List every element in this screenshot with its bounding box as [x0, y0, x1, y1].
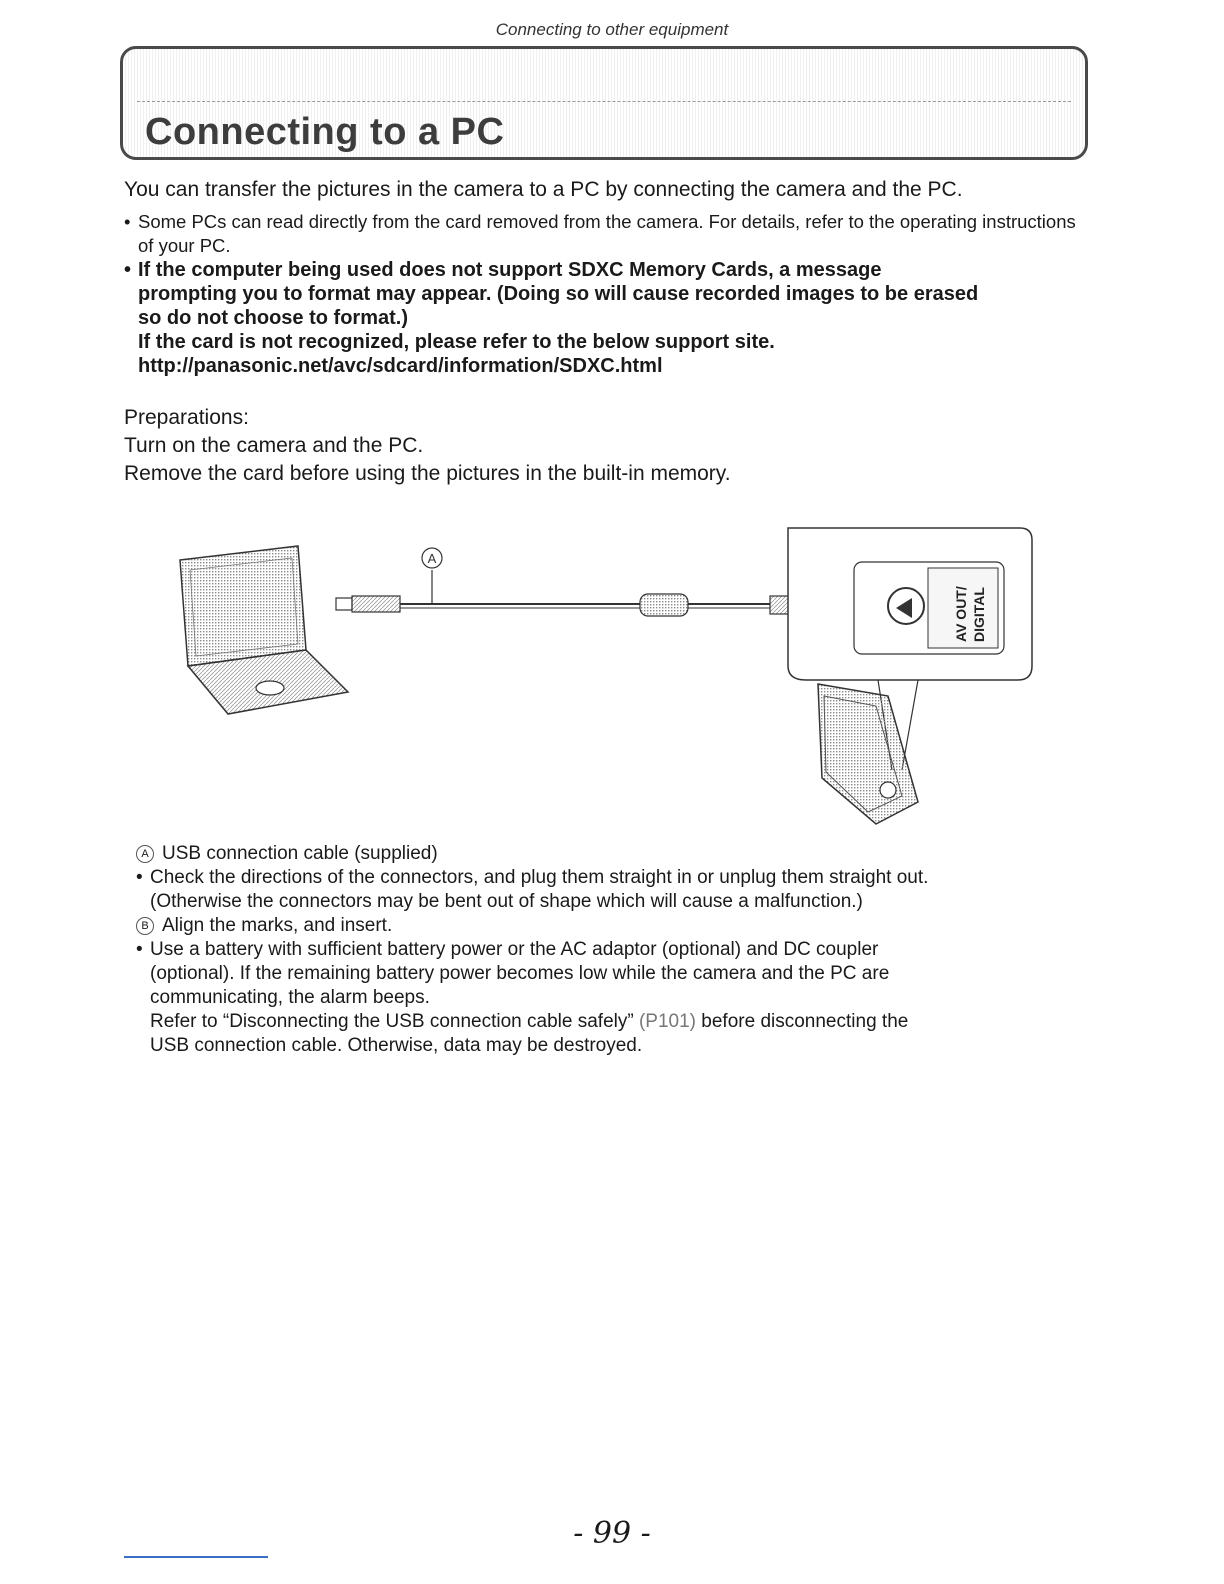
battery-note-line-1: • Use a battery with sufficient battery power or the AC adaptor (optional) and DC coupler [136, 938, 1086, 962]
sdxc-warning-line-4: If the card is not recognized, please refer to the below support site. [138, 331, 775, 353]
note-a-label: USB connection cable (supplied) [162, 843, 438, 864]
page-reference-link[interactable]: (P101) [638, 1011, 697, 1032]
callout-a [422, 548, 442, 568]
port-label-line-2: DIGITAL [971, 587, 987, 642]
sdxc-warning-line-2: prompting you to format may appear. (Doing so will cause recorded images to be erased [138, 283, 979, 305]
page-number: - 99 - [573, 1516, 651, 1551]
disconnect-note-pre: Refer to “Disconnecting the USB connection cable safely” [150, 1011, 639, 1032]
running-head: Connecting to other equipment [495, 20, 729, 39]
note-a [136, 842, 1086, 866]
note-a-mark: A [136, 845, 154, 863]
footer-rule [124, 1556, 268, 1558]
connection-diagram [170, 520, 1040, 840]
disconnect-note [136, 1010, 1086, 1034]
note-a-bullet: • Check the directions of the connectors, and plug them straight in or unplug them straight out. [136, 866, 1086, 890]
port-label-line-1: AV OUT/ [953, 586, 969, 642]
title-divider [137, 101, 1071, 102]
sdxc-warning-line-3: so do not choose to format.) [138, 307, 408, 329]
note-b-mark: B [136, 917, 154, 935]
support-site-url[interactable]: http://panasonic.net/avc/sdcard/information/SDXC.html [138, 355, 663, 377]
page-title: Connecting to a PC [145, 111, 505, 153]
battery-note-line-3: communicating, the alarm beeps. [150, 987, 430, 1008]
preparation-step-2: Remove the card before using the pictures in the built-in memory. [124, 462, 731, 485]
preparation-step-1: Turn on the camera and the PC. [124, 434, 424, 457]
note-a-bullet-cont: (Otherwise the connectors may be bent out of shape which will cause a malfunction.) [150, 891, 863, 912]
camera-illustration [818, 684, 918, 824]
figure-notes [136, 842, 1086, 1058]
battery-note-line-2: (optional). If the remaining battery power becomes low while the camera and the PC are [150, 963, 890, 984]
disconnect-note-line-2: USB connection cable. Otherwise, data may be destroyed. [150, 1035, 643, 1056]
disconnect-note-post: before disconnecting the [696, 1011, 909, 1032]
main-content [124, 176, 1094, 488]
preparations-heading: Preparations: [124, 406, 249, 429]
pc-card-bullet: • Some PCs can read directly from the card removed from the camera. For details, refer to the operating instructions of your PC. [124, 210, 1094, 258]
laptop-illustration [180, 546, 348, 714]
note-b [136, 914, 1086, 938]
note-b-label: Align the marks, and insert. [162, 915, 393, 936]
preparations [124, 404, 1094, 488]
usb-cable [336, 570, 822, 616]
section-title-box [120, 46, 1088, 160]
callout-a-label: A [427, 551, 437, 566]
sdxc-warning-line-1: • If the computer being used does not support SDXC Memory Cards, a message [124, 258, 1094, 282]
intro-text: You can transfer the pictures in the camera to a PC by connecting the camera and the PC. [124, 178, 963, 201]
